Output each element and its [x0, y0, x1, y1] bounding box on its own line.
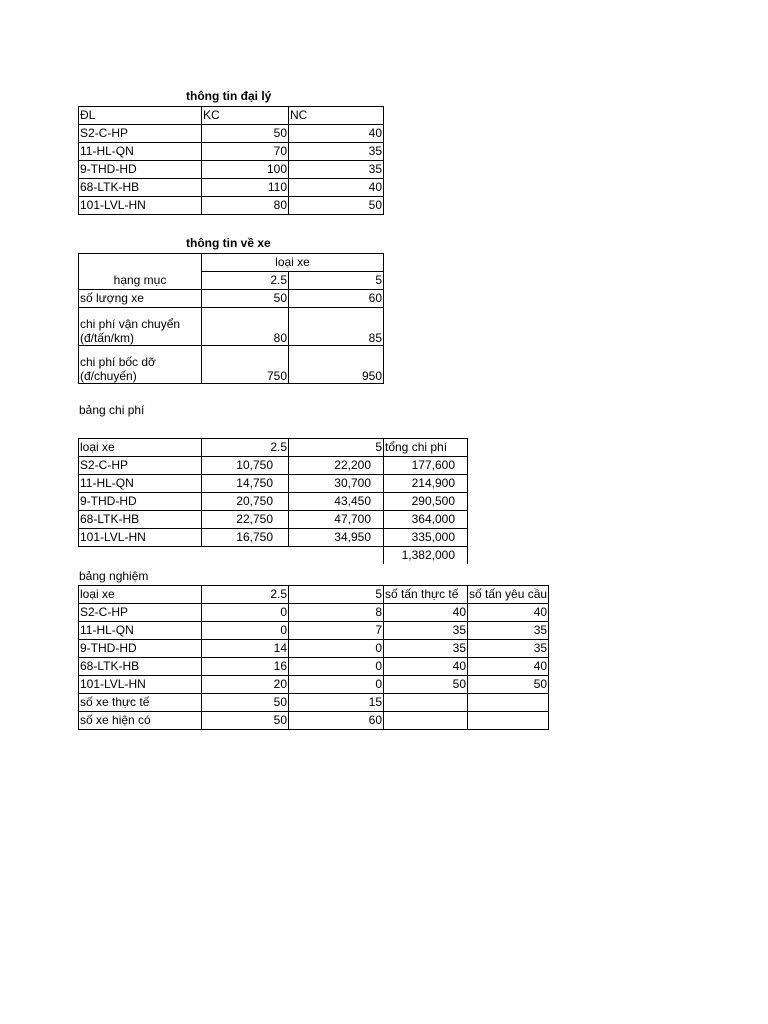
header-cell: loại xe — [79, 586, 202, 604]
cost-total: 214,900 — [384, 475, 468, 493]
footer-value: 50 — [202, 712, 289, 730]
table-row — [79, 143, 384, 161]
vehicle-row-label: chi phí bốc dỡ (đ/chuyến) — [79, 346, 202, 384]
vehicle-table — [78, 253, 384, 384]
agent-nc: 35 — [289, 161, 384, 179]
header-cell: 5 — [289, 439, 384, 457]
cost-table — [78, 438, 468, 564]
solution-title: bảng nghiệm — [79, 569, 149, 583]
solution-value: 0 — [202, 622, 289, 640]
solution-value: 0 — [289, 676, 384, 694]
vehicle-value: 50 — [202, 290, 289, 308]
agent-name: 11-HL-QN — [79, 622, 202, 640]
cost-value: 30,700 — [289, 475, 384, 493]
table-header-row — [79, 107, 384, 125]
empty-cell — [384, 694, 468, 712]
agents-table — [78, 106, 384, 215]
agent-kc: 80 — [202, 197, 289, 215]
cost-total: 364,000 — [384, 511, 468, 529]
vehicle-value: 60 — [289, 290, 384, 308]
empty-cell — [384, 712, 468, 730]
table-row — [79, 529, 468, 547]
table-row — [79, 712, 549, 730]
actual-tons: 40 — [384, 658, 468, 676]
footer-value: 15 — [289, 694, 384, 712]
agent-name: 9-THD-HD — [79, 161, 202, 179]
vehicle-col-header: 2.5 — [202, 272, 289, 290]
table-row — [79, 694, 549, 712]
header-cell: KC — [202, 107, 289, 125]
solution-value: 20 — [202, 676, 289, 694]
table-row — [79, 475, 468, 493]
agent-kc: 70 — [202, 143, 289, 161]
cost-total: 335,000 — [384, 529, 468, 547]
table-row — [79, 493, 468, 511]
agent-name: 11-HL-QN — [79, 475, 202, 493]
agent-kc: 50 — [202, 125, 289, 143]
agent-nc: 35 — [289, 143, 384, 161]
header-cell: ĐL — [79, 107, 202, 125]
agent-name: 68-LTK-HB — [79, 179, 202, 197]
cost-total: 177,600 — [384, 457, 468, 475]
vehicle-value: 750 — [202, 346, 289, 384]
item-header: hạng mục — [79, 272, 202, 290]
vehicle-col-header: 5 — [289, 272, 384, 290]
header-cell: loại xe — [79, 439, 202, 457]
table-row — [79, 640, 549, 658]
cost-value: 14,750 — [202, 475, 289, 493]
actual-tons: 50 — [384, 676, 468, 694]
agent-name: 101-LVL-HN — [79, 529, 202, 547]
table-header-row — [79, 439, 468, 457]
cost-value: 20,750 — [202, 493, 289, 511]
table-row — [79, 346, 384, 384]
table-row — [79, 161, 384, 179]
agent-nc: 40 — [289, 179, 384, 197]
header-cell: 2.5 — [202, 439, 289, 457]
table-row — [79, 179, 384, 197]
agent-kc: 100 — [202, 161, 289, 179]
footer-label: số xe thực tế — [79, 694, 202, 712]
footer-value: 60 — [289, 712, 384, 730]
grand-total-row — [79, 547, 468, 565]
table-row — [79, 511, 468, 529]
vehicle-value: 85 — [289, 308, 384, 346]
agents-title: thông tin đại lý — [186, 89, 272, 103]
agent-name: 68-LTK-HB — [79, 511, 202, 529]
solution-value: 0 — [289, 640, 384, 658]
table-header-row — [79, 254, 384, 272]
solution-value: 7 — [289, 622, 384, 640]
cost-value: 10,750 — [202, 457, 289, 475]
required-tons: 35 — [468, 622, 549, 640]
cost-value: 16,750 — [202, 529, 289, 547]
agent-name: S2-C-HP — [79, 604, 202, 622]
cost-title: bảng chi phí — [79, 403, 145, 417]
required-tons: 50 — [468, 676, 549, 694]
agent-nc: 40 — [289, 125, 384, 143]
table-row — [79, 197, 384, 215]
grand-total: 1,382,000 — [384, 547, 468, 565]
actual-tons: 35 — [384, 622, 468, 640]
agent-name: 68-LTK-HB — [79, 658, 202, 676]
table-row — [79, 457, 468, 475]
vehicle-value: 950 — [289, 346, 384, 384]
cost-total: 290,500 — [384, 493, 468, 511]
table-header-row — [79, 272, 384, 290]
agent-kc: 110 — [202, 179, 289, 197]
header-cell: NC — [289, 107, 384, 125]
actual-tons: 40 — [384, 604, 468, 622]
solution-value: 16 — [202, 658, 289, 676]
solution-value: 0 — [289, 658, 384, 676]
required-tons: 35 — [468, 640, 549, 658]
agent-name: 11-HL-QN — [79, 143, 202, 161]
agent-nc: 50 — [289, 197, 384, 215]
cost-value: 22,200 — [289, 457, 384, 475]
vehicle-row-label: chi phí vận chuyển (đ/tấn/km) — [79, 308, 202, 346]
table-row — [79, 622, 549, 640]
header-cell: số tấn yêu cầu — [468, 586, 549, 604]
agent-name: S2-C-HP — [79, 125, 202, 143]
table-row — [79, 290, 384, 308]
solution-value: 0 — [202, 604, 289, 622]
table-row — [79, 658, 549, 676]
vehicle-title: thông tin về xe — [186, 236, 271, 250]
table-row — [79, 125, 384, 143]
table-row — [79, 676, 549, 694]
agent-name: 101-LVL-HN — [79, 197, 202, 215]
table-row — [79, 604, 549, 622]
empty-cell — [468, 694, 549, 712]
cost-value: 43,450 — [289, 493, 384, 511]
header-cell: 5 — [289, 586, 384, 604]
item-header-top — [79, 254, 202, 272]
footer-value: 50 — [202, 694, 289, 712]
cost-value: 22,750 — [202, 511, 289, 529]
required-tons: 40 — [468, 658, 549, 676]
agent-name: 9-THD-HD — [79, 640, 202, 658]
solution-value: 8 — [289, 604, 384, 622]
required-tons: 40 — [468, 604, 549, 622]
header-cell: số tấn thực tế — [384, 586, 468, 604]
empty-cell — [468, 712, 549, 730]
agent-name: 101-LVL-HN — [79, 676, 202, 694]
table-row — [79, 308, 384, 346]
header-cell: 2.5 — [202, 586, 289, 604]
solution-value: 14 — [202, 640, 289, 658]
solution-table — [78, 585, 549, 730]
agent-name: 9-THD-HD — [79, 493, 202, 511]
cost-value: 47,700 — [289, 511, 384, 529]
table-header-row — [79, 586, 549, 604]
cost-value: 34,950 — [289, 529, 384, 547]
actual-tons: 35 — [384, 640, 468, 658]
vehicle-type-header: loại xe — [202, 254, 384, 272]
agent-name: S2-C-HP — [79, 457, 202, 475]
vehicle-row-label: số lượng xe — [79, 290, 202, 308]
header-cell: tổng chi phí — [384, 439, 468, 457]
footer-label: số xe hiện có — [79, 712, 202, 730]
vehicle-value: 80 — [202, 308, 289, 346]
